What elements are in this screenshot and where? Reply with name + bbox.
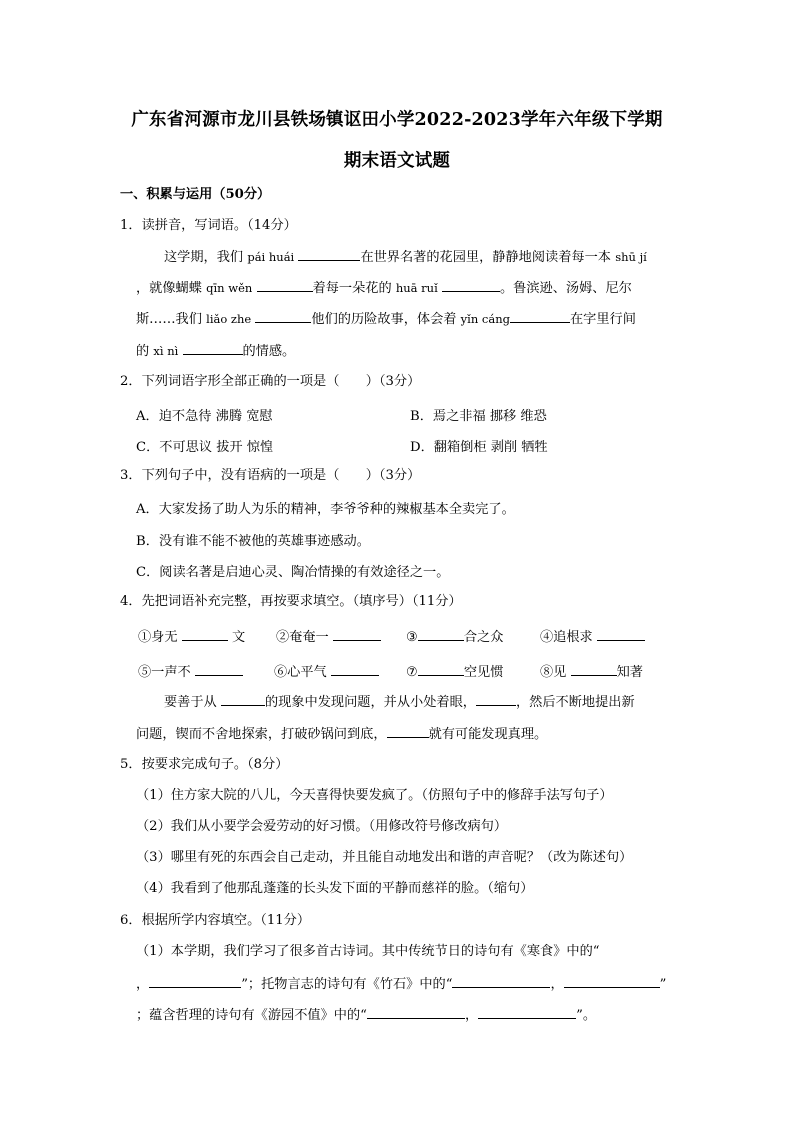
q4-answer-blank[interactable] <box>333 628 381 641</box>
q4-answer-blank[interactable] <box>418 628 464 641</box>
q3-heading: 3．下列句子中，没有语病的一项是（ ）（3分） <box>120 468 421 483</box>
q1-text-line2 <box>136 279 632 298</box>
section-heading: 一、积累与运用（50分） <box>120 187 271 202</box>
q4-item-6 <box>274 661 379 680</box>
q4-answer-blank[interactable] <box>571 663 617 676</box>
q2-option-d[interactable]: D．翻箱倒柜 剥削 牺牲 <box>410 440 548 455</box>
q2-heading: 2．下列词语字形全部正确的一项是（ ）（3分） <box>120 374 421 389</box>
q4-answer-blank[interactable] <box>331 663 379 676</box>
q1-pinyin: pái huái <box>247 250 295 264</box>
q1-pinyin: liǎo zhe <box>206 312 252 326</box>
q1-pinyin: yǐn cáng <box>460 312 510 326</box>
q6-answer-blank[interactable] <box>478 1006 576 1019</box>
q4-item-text: ④追根求 <box>540 630 593 645</box>
q6-text: ， <box>136 977 150 992</box>
q6-heading: 6．根据所学内容填空。（11分） <box>120 913 311 928</box>
q1-text-line4 <box>136 342 295 361</box>
q1-answer-blank[interactable] <box>255 310 311 323</box>
q4-sentence-text: 就有可能发现真理。 <box>428 727 548 742</box>
q4-answer-blank[interactable] <box>476 693 516 706</box>
q1-text: 的情感。 <box>242 344 296 359</box>
q4-item-text: 空见惯 <box>463 665 504 680</box>
q1-pinyin: xì nì <box>153 344 179 358</box>
q1-pinyin: shū jí <box>615 250 647 264</box>
q1-answer-blank[interactable] <box>257 279 313 292</box>
q4-item-text: ①身无 <box>138 630 178 645</box>
q4-item-2 <box>276 626 381 645</box>
q4-answer-blank[interactable] <box>221 693 265 706</box>
q5-item-2: （2）我们从小要学会爱劳动的好习惯。（用修改符号修改病句） <box>136 819 508 834</box>
q4-item-3 <box>406 626 503 645</box>
q1-text: 着每一朵花的 <box>312 281 392 296</box>
q4-item-text: ⑧见 <box>540 665 567 680</box>
q4-item-text: ③ <box>406 630 418 645</box>
q1-answer-blank[interactable] <box>298 248 360 261</box>
q6-text: ” <box>659 977 667 992</box>
q2-option-a[interactable]: A．迫不急待 沸腾 宽慰 <box>136 409 273 424</box>
q1-text: ，就像蝴蝶 <box>136 281 202 296</box>
q6-item-1-line1: （1）本学期，我们学习了很多首古诗词。其中传统节日的诗句有《寒食》中的“ <box>136 944 600 959</box>
q3-option-b[interactable]: B．没有谁不能不被他的英雄事迹感动。 <box>136 534 370 549</box>
q4-answer-blank[interactable] <box>597 628 645 641</box>
q4-item-text: ⑥心平气 <box>274 665 327 680</box>
q6-answer-blank[interactable] <box>367 1006 465 1019</box>
q1-text-line3 <box>136 310 636 329</box>
q1-text: 在字里行间 <box>569 312 636 327</box>
q6-answer-blank[interactable] <box>149 975 241 988</box>
q4-item-text: 合之众 <box>463 630 504 645</box>
q1-text: 这学期，我们 <box>164 250 244 265</box>
q1-pinyin: huā ruǐ <box>395 281 438 295</box>
q6-item-1-line2 <box>136 975 666 994</box>
q4-answer-blank[interactable] <box>182 628 228 641</box>
q6-text: ；蕴含哲理的诗句有《游园不值》中的“ <box>136 1008 367 1023</box>
q4-sentence-line1 <box>164 693 635 712</box>
q6-text: ， <box>550 977 564 992</box>
q4-item-1 <box>138 626 245 645</box>
q1-text: 。鲁滨逊、汤姆、尼尔 <box>499 281 632 296</box>
q5-heading: 5．按要求完成句子。（8分） <box>120 757 289 772</box>
q2-option-b[interactable]: B．焉之非福 挪移 维恐 <box>410 409 547 424</box>
q5-item-3: （3）哪里有死的东西会自己走动，并且能自动地发出和谐的声音呢？（改为陈述句） <box>136 850 633 865</box>
q2-option-c[interactable]: C．不可思议 拔开 惊惶 <box>136 440 274 455</box>
q4-item-text: 知著 <box>616 665 643 680</box>
q1-answer-blank[interactable] <box>442 279 500 292</box>
q4-sentence-line2 <box>136 725 547 744</box>
q3-option-a[interactable]: A．大家发扬了助人为乐的精神，李爷爷种的辣椒基本全卖完了。 <box>136 502 515 517</box>
q4-sentence-text: 的现象中发现问题，并从小处着眼， <box>264 695 476 710</box>
q1-text: 的 <box>136 344 150 359</box>
q6-answer-blank[interactable] <box>452 975 550 988</box>
q4-item-5 <box>138 661 243 680</box>
q4-item-4 <box>540 626 645 645</box>
q4-item-text: ⑦ <box>406 665 418 680</box>
q5-item-4: （4）我看到了他那乱蓬蓬的长头发下面的平静而慈祥的脸。（缩句） <box>136 881 534 896</box>
q4-answer-blank[interactable] <box>195 663 243 676</box>
q1-answer-blank[interactable] <box>510 310 570 323</box>
q1-text: 斯……我们 <box>136 312 202 327</box>
q6-item-1-line3 <box>136 1006 596 1025</box>
q4-heading: 4．先把词语补充完整，再按要求填空。（填序号）（11分） <box>120 594 462 609</box>
q1-text: 在世界名著的花园里，静静地阅读着每一本 <box>360 250 611 265</box>
exam-title-line1: 广东省河源市龙川县铁场镇讴田小学2022-2023学年六年级下学期 <box>131 110 663 130</box>
q3-option-c[interactable]: C．阅读名著是启迪心灵、陶冶情操的有效途径之一。 <box>136 565 450 580</box>
q4-sentence-text: 问题，锲而不舍地探索，打破砂锅问到底， <box>136 727 387 742</box>
q1-text-line1 <box>164 248 647 267</box>
q6-text: ， <box>464 1008 479 1023</box>
q4-item-text: ②奄奄一 <box>276 630 329 645</box>
q6-text: ”。 <box>576 1008 597 1023</box>
q1-pinyin: qīn wěn <box>206 281 253 295</box>
q4-item-text: 文 <box>231 630 246 645</box>
q4-item-7 <box>406 661 503 680</box>
q1-answer-blank[interactable] <box>183 342 243 355</box>
q4-answer-blank[interactable] <box>387 725 429 738</box>
q4-sentence-text: 要善于从 <box>164 695 217 710</box>
q6-answer-blank[interactable] <box>564 975 660 988</box>
q4-sentence-text: ，然后不断地提出新 <box>515 695 635 710</box>
q4-answer-blank[interactable] <box>418 663 464 676</box>
exam-title-line2: 期末语文试题 <box>343 151 451 171</box>
q5-item-1: （1）住方家大院的八儿，今天喜得快要发疯了。（仿照句子中的修辞手法写句子） <box>136 788 613 803</box>
q4-item-8 <box>540 661 643 680</box>
q4-item-text: ⑤一声不 <box>138 665 191 680</box>
q6-text: ”；托物言志的诗句有《竹石》中的“ <box>241 977 453 992</box>
q1-text: 他们的历险故事，体会着 <box>311 312 457 327</box>
q1-heading: 1．读拼音，写词语。（14分） <box>120 218 297 233</box>
